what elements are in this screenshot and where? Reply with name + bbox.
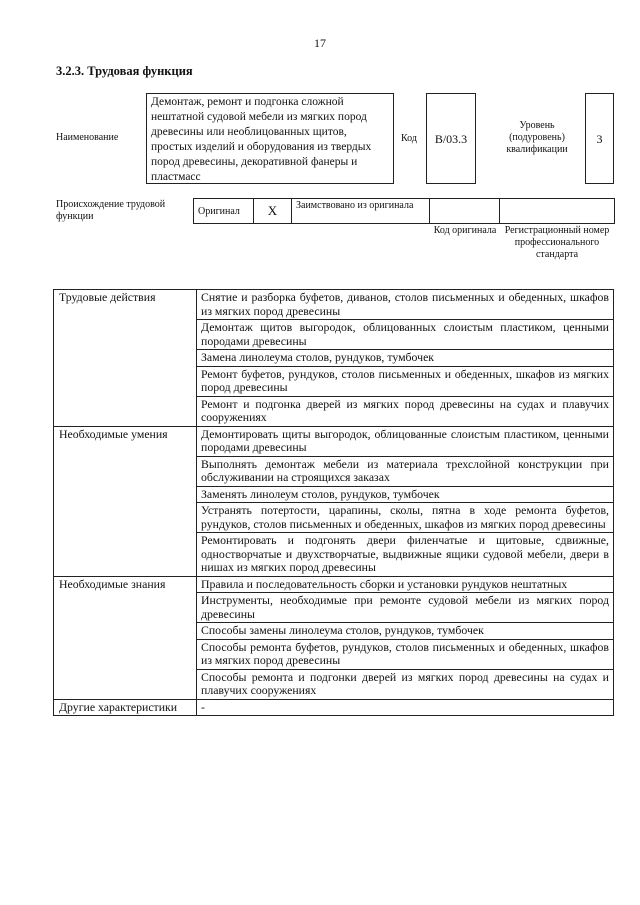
level-value: 3 [585,93,614,184]
name-label: Наименование [56,132,119,143]
section-item: Заменять линолеум столов, рундуков, тумбочек [197,486,614,503]
section-item: Демонтаж щитов выгородок, облицованных слоистым пластиком, ценными породами древесины [197,320,614,350]
name-value: Демонтаж, ремонт и подгонка сложной нештатной судовой мебели из мягких пород древесины или необлицованных щитов, простых изделий и оборудования из твердых пород древесины, декоративной фанеры и пластмасс [146,93,394,184]
original-label: Оригинал [198,206,240,217]
reg-number-cell [500,199,614,223]
section-item: Устранять потертости, царапины, сколы, пятна в ходе ремонта буфетов, рундуков, столов письменных и обеденных, шкафов из мягких пород древесины [197,503,614,533]
section-item: Замена линолеума столов, рундуков, тумбочек [197,350,614,367]
labor-function-table [53,289,614,716]
section-item: Инструменты, необходимые при ремонте судовой мебели из мягких пород древесины [197,593,614,623]
section-item: Снятие и разборка буфетов, диванов, столов письменных и обеденных, шкафов из мягких пород древесины [197,290,614,320]
code-original-cell [430,199,500,223]
section-label: Другие характеристики [54,699,197,716]
borrowed-label: Заимствовано из оригинала [292,199,430,223]
origin-label: Происхождение трудовой функции [56,199,166,222]
section-label: Необходимые умения [54,426,197,576]
page-number: 17 [314,36,326,50]
section-item: Ремонтировать и подгонять двери филенчатые и щитовые, сдвижные, одностворчатые и двухстворчатые, выдвижные ящики судовой мебели, двери в нишах из мягких пород древесины [197,533,614,577]
section-item: Способы ремонта буфетов, рундуков, столов письменных и обеденных, шкафов из мягких пород древесины [197,639,614,669]
section-item: Демонтировать щиты выгородок, облицованные слоистым пластиком, ценными породами древесины [197,426,614,456]
section-item: Способы замены линолеума столов, рундуков, тумбочек [197,623,614,640]
section-item: Способы ремонта и подгонки дверей из мягких пород древесины на судах и плавучих сооружениях [197,669,614,699]
section-item: Выполнять демонтаж мебели из материала трехслойной конструкции при обслуживании на строящихся заказах [197,456,614,486]
section-label: Трудовые действия [54,290,197,427]
origin-row [193,198,615,224]
code-value: В/03.3 [426,93,476,184]
table-row [54,290,614,320]
table-row [54,426,614,456]
section-item: Ремонт буфетов, рундуков, столов письменных и обеденных, шкафов из мягких пород древесины [197,366,614,396]
origin-original-cell [194,199,254,223]
section-title: 3.2.3. Трудовая функция [56,64,193,78]
reg-number-caption: Регистрационный номер профессионального стандарта [504,225,610,260]
table-row [54,699,614,716]
level-label: Уровень (подуровень) квалификации [506,120,568,155]
section-item: Правила и последовательность сборки и установки рундуков нештатных [197,576,614,593]
table-row [54,576,614,593]
code-original-caption: Код оригинала [433,225,497,236]
section-item: Ремонт и подгонка дверей из мягких пород древесины на судах и плавучих сооружениях [197,396,614,426]
section-label: Необходимые знания [54,576,197,699]
code-label: Код [401,133,417,144]
section-item: - [197,699,614,716]
original-mark: X [254,199,292,223]
